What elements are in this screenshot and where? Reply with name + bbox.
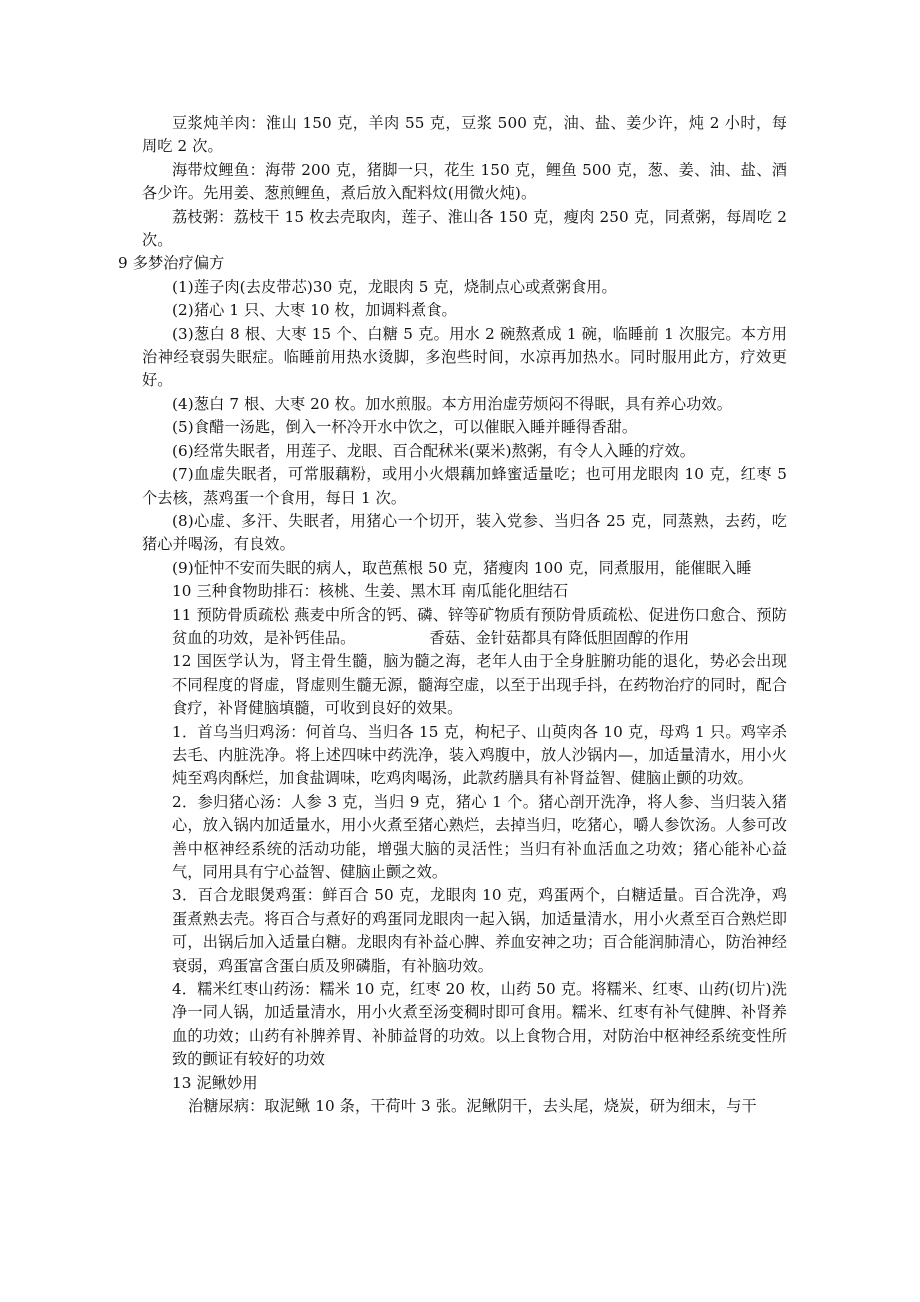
- remedy-item-9: (9)怔忡不安而失眠的病人，取芭蕉根 50 克，猪瘦肉 100 克，同煮服用，能催眠入睡: [172, 558, 752, 577]
- recipe-4: 4．糯米红枣山药汤：糯米 10 克，红枣 20 枚，山药 50 克。将糯米、红枣、山药(切片)洗净一同人锅，加适量清水，用小火煮至汤变稠时即可食用。糯米、红枣有补气健脾、补肾养血的功效；山药有补脾养胃、补肺益肾的功效。以上食物合用，对防治中枢神经系统变性所致的颤证有较好的功效: [172, 980, 787, 1069]
- remedy-item-1: (1)莲子肉(去皮带芯)30 克，龙眼肉 5 克，烧制点心或煮粥食用。: [172, 277, 617, 296]
- section-11-mushroom-note: 香菇、金针菇都具有降低胆固醇的作用: [429, 628, 690, 647]
- paragraph-lychee-porridge: 荔枝粥：荔枝干 15 枚去壳取肉，莲子、淮山各 150 克，瘦肉 250 克，同煮粥，每周吃 2 次。: [142, 207, 787, 250]
- document-body: [118, 112, 787, 1118]
- paragraph-soy-milk-lamb: 豆浆炖羊肉：淮山 150 克，羊肉 55 克，豆浆 500 克，油、盐、姜少许，炖 2 小时，每周吃 2 次。: [142, 114, 787, 156]
- recipe-1: 1．首乌当归鸡汤：何首乌、当归各 15 克，枸杞子、山萸肉各 10 克，母鸡 1 只。鸡宰杀去毛、内脏洗净。将上述四味中药洗净，装入鸡腹中，放人沙锅内—，加适量清水，用小火炖至鸡肉酥烂，加食盐调味，吃鸡肉喝汤，此款药膳具有补肾益智、健脑止颤的功效。: [172, 722, 787, 788]
- remedy-item-5: (5)食醋一汤匙，倒入一杯冷开水中饮之，可以催眠入睡并睡得香甜。: [172, 418, 638, 437]
- remedy-item-4: (4)葱白 7 根、大枣 20 枚。加水煎服。本方用治虚劳烦闷不得眠，具有养心功效。: [172, 394, 733, 413]
- paragraph-diabetes-loach: 治糖尿病：取泥鳅 10 条，干荷叶 3 张。泥鳅阴干，去头尾，烧炭，研为细末，与干: [188, 1097, 757, 1116]
- paragraph-kelp-carp: 海带炆鲤鱼：海带 200 克，猪脚一只，花生 150 克，鲤鱼 500 克，葱、姜、油、盐、酒各少许。先用姜、葱煎鲤鱼，煮后放入配料炆(用微火炖)。: [142, 160, 787, 203]
- remedy-item-7: (7)血虚失眠者，可常服藕粉，或用小火煨藕加蜂蜜适量吃；也可用龙眼肉 10 克，红枣 5 个去核，蒸鸡蛋一个食用，每日 1 次。: [142, 465, 787, 507]
- section-heading-9: 9 多梦治疗偏方: [118, 254, 225, 273]
- recipe-3: 3．百合龙眼煲鸡蛋：鲜百合 50 克，龙眼肉 10 克，鸡蛋两个，白糖适量。百合洗净，鸡蛋煮熟去壳。将百合与煮好的鸡蛋同龙眼肉一起入锅，加适量清水，用小火煮至百合熟烂即可，出锅后加入适量白糖。龙眼肉有补益心脾、养血安神之功；百合能润肺清心，防治神经衰弱，鸡蛋富含蛋白质及卵磷脂，有补脑功效。: [172, 886, 787, 975]
- remedy-item-8: (8)心虚、多汗、失眠者，用猪心一个切开，装入党参、当归各 25 克，同蒸熟，去药，吃猪心并喝汤，有良效。: [142, 511, 787, 554]
- remedy-item-3: (3)葱白 8 根、大枣 15 个、白糖 5 克。用水 2 碗熬煮成 1 碗，临睡前 1 次服完。本方用治神经衰弱失眠症。临睡前用热水烫脚，多泡些时间，水凉再加热水。同时服用此方，疗效更好。: [142, 324, 787, 390]
- section-12: 12 国医学认为，肾主骨生髓，脑为髓之海，老年人由于全身脏腑功能的退化，势必会出现不同程度的肾虚，肾虚则生髓无源，髓海空虚，以至于出现手抖，在药物治疗的同时，配合食疗，补肾健脑填髓，可收到良好的效果。: [172, 652, 787, 718]
- section-heading-13: 13 泥鳅妙用: [172, 1073, 258, 1092]
- remedy-item-6: (6)经常失眠者，用莲子、龙眼、百合配秫米(粟米)熬粥，有令人入睡的疗效。: [172, 441, 696, 460]
- section-11: [142, 604, 787, 651]
- remedy-item-2: (2)猪心 1 只、大枣 10 枚，加调料煮食。: [172, 301, 457, 320]
- recipe-2: 2．参归猪心汤：人参 3 克，当归 9 克，猪心 1 个。猪心剖开洗净，将人参、当归装入猪心，放入锅内加适量水，用小火煮至猪心熟烂，去掉当归，吃猪心，嚼人参饮汤。人参可改善中枢神经系统的活动功能，增强大脑的灵活性；当归有补血活血之功效；猪心能补心益气，同用具有宁心益智、健脑止颤之效。: [172, 792, 787, 881]
- section-11-text: 11 预防骨质疏松 燕麦中所含的钙、磷、锌等矿物质有预防骨质疏松、促进伤口愈合、预防贫血的功效，是补钙佳品。: [172, 605, 787, 647]
- section-heading-10: 10 三种食物助排石：核桃、生姜、黑木耳 南瓜能化胆结石: [172, 582, 569, 601]
